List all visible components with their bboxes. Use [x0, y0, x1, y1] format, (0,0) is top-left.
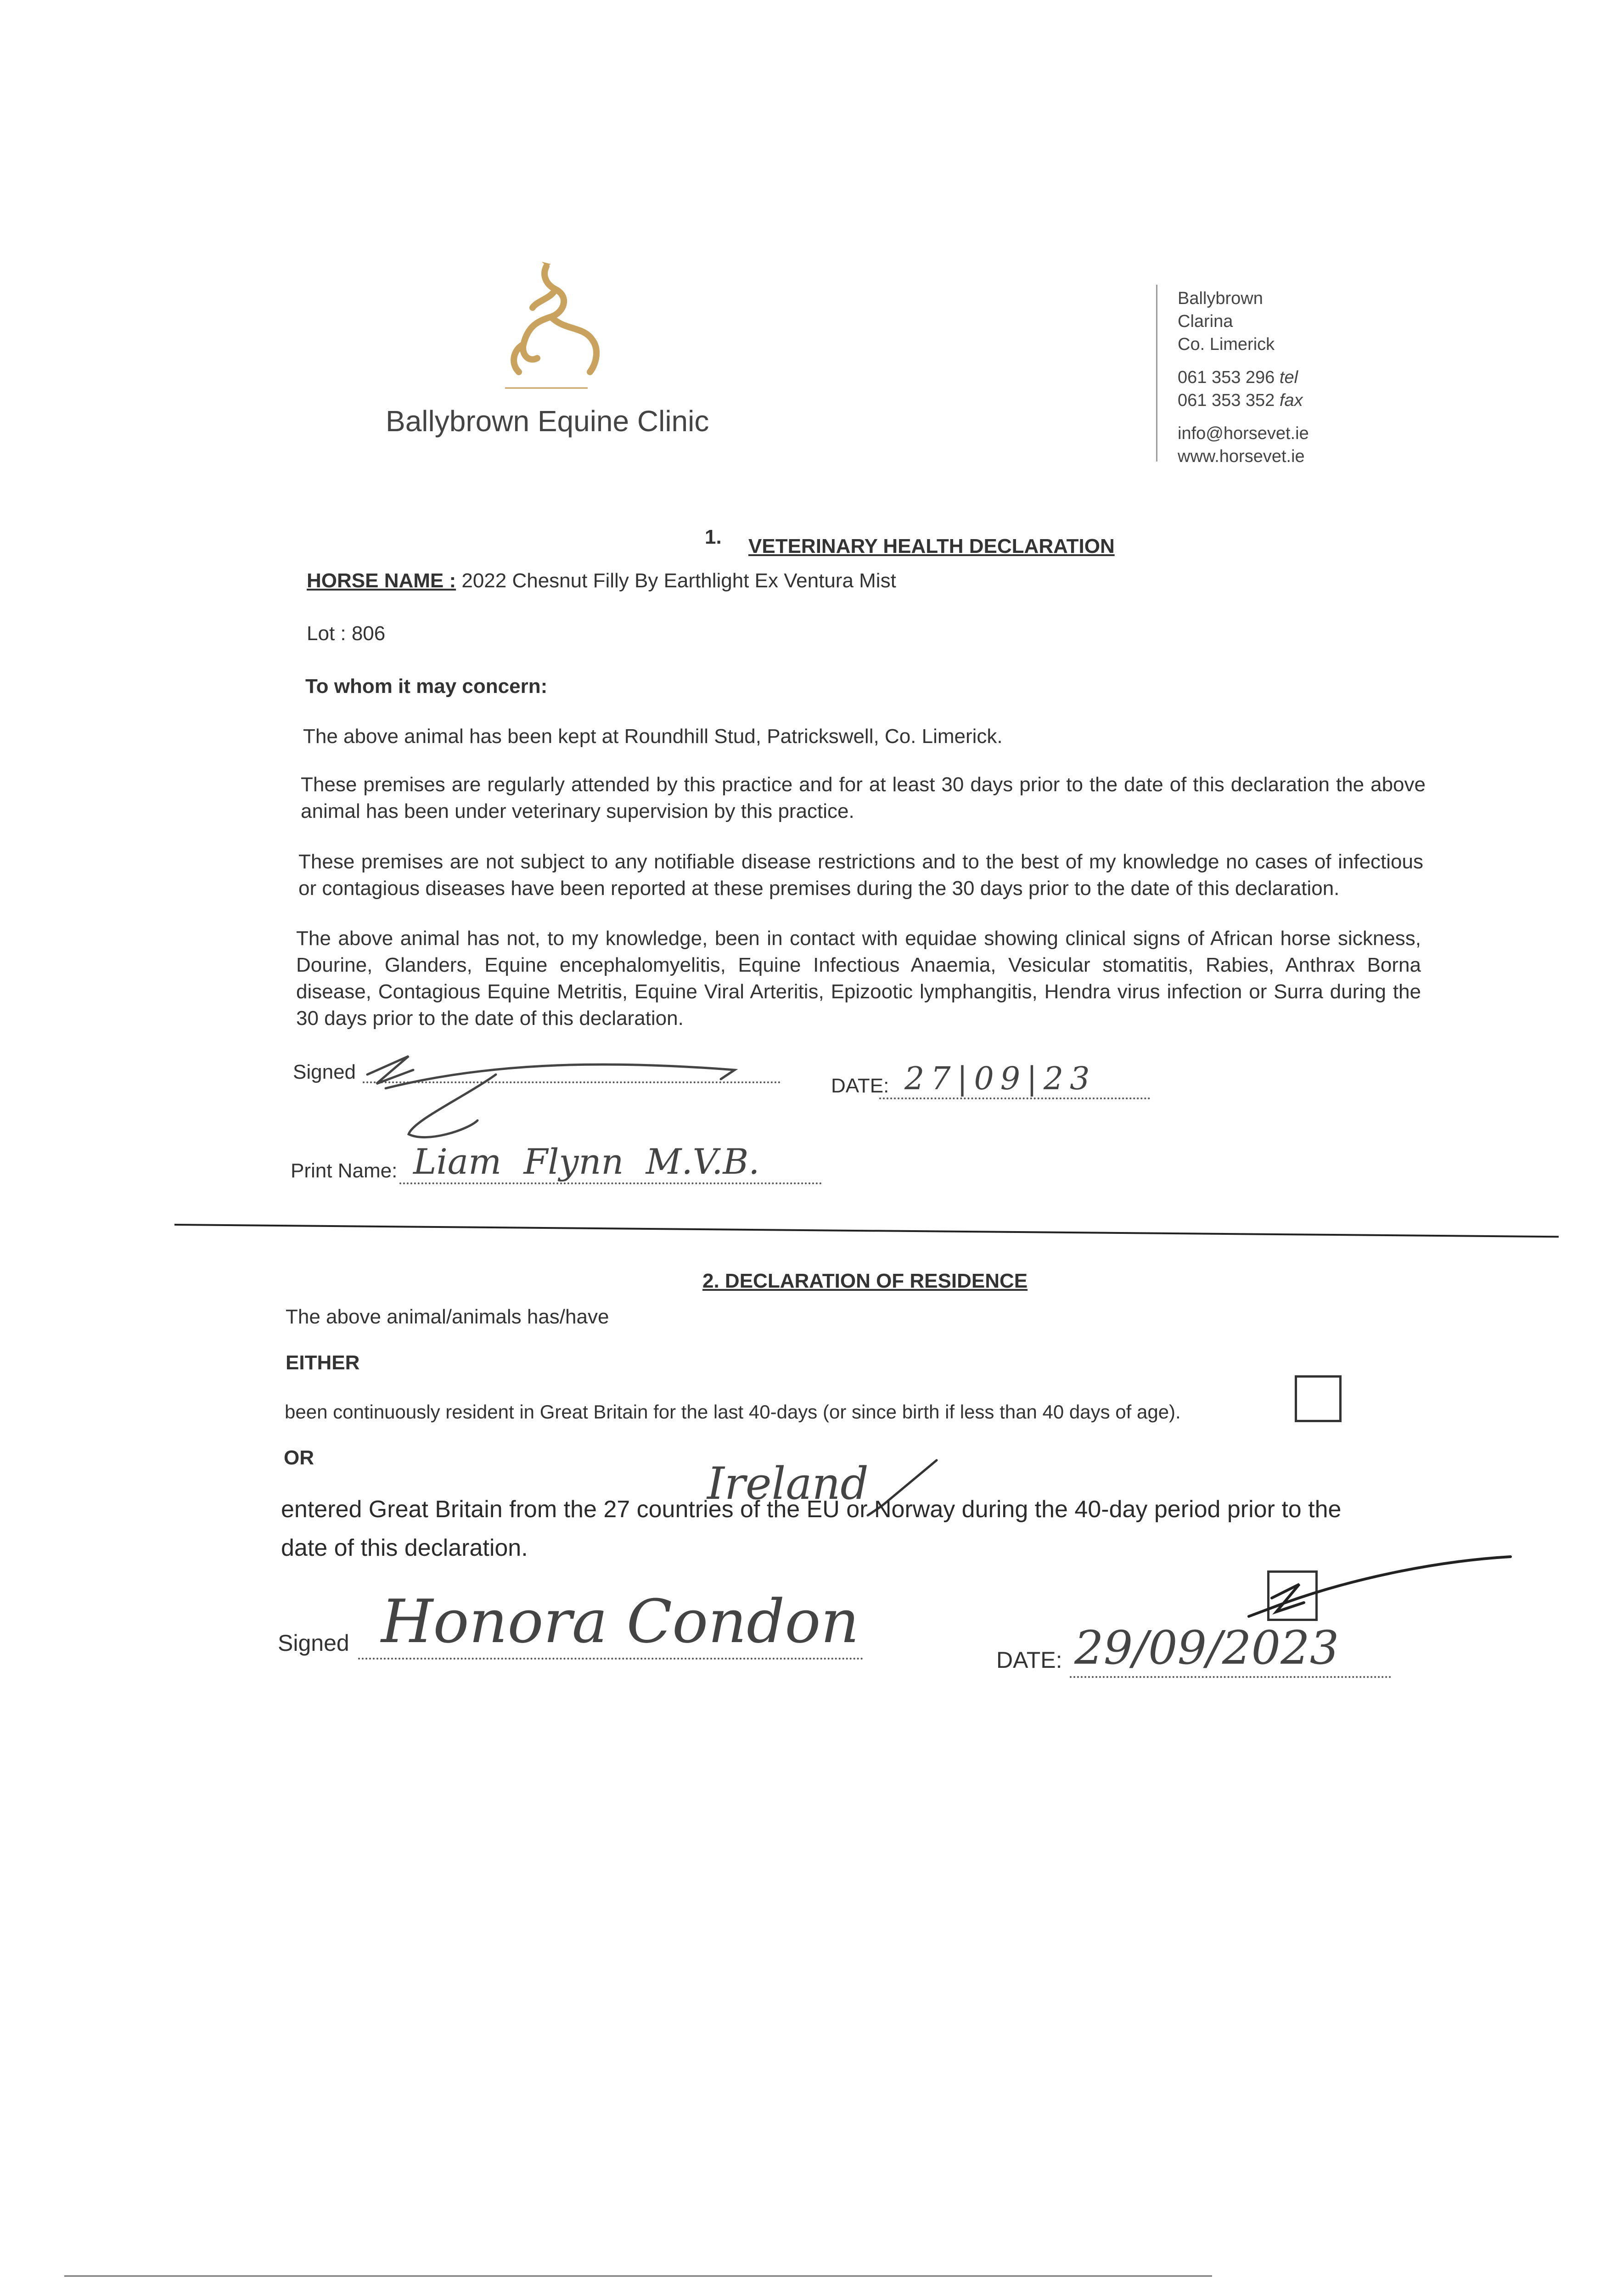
paragraph-no-contact: The above animal has not, to my knowledge, been in contact with equidae showing clinical signs of African horse sickness, Dourine, Glanders, Equine encephalomyelitis, Equine Infectious Anaemia, Vesicular stomatitis, Rabies, Anthrax Borna disease, Contagious Equine Metritis, Equine Viral Arteritis, Epizootic lymphangitis, Hendra virus infection or Surra during the 30 days prior to the date of this declaration. — [296, 927, 1421, 1030]
owner-signed-label: Signed — [278, 1630, 349, 1656]
date-line — [879, 1097, 1150, 1099]
horse-logo-icon — [477, 257, 615, 395]
owner-date-line — [1070, 1676, 1391, 1678]
paragraph-premises-attended: These premises are regularly attended by this practice and for at least 30 days prior to the date of this declaration the above animal has been under veterinary supervision by this practice. — [301, 773, 1426, 822]
tel-line — [1178, 366, 1309, 389]
horse-name-value: 2022 Chesnut Filly By Earthlight Ex Ventura Mist — [461, 569, 896, 592]
section2-title: 2. DECLARATION OF RESIDENCE — [702, 1270, 1028, 1292]
signed-label: Signed — [293, 1061, 356, 1083]
print-name-label: Print Name: — [291, 1159, 398, 1182]
section-divider — [174, 1224, 1559, 1238]
option2-text: entered Great Britain from the 27 countries of the EU or Norway during the 40-day period prior to the date of this declaration. — [281, 1496, 1342, 1561]
tel-number: 061 353 296 — [1178, 368, 1275, 387]
horse-name-label: HORSE NAME : — [307, 569, 456, 592]
clinic-logo — [477, 257, 615, 395]
contact-block — [1178, 287, 1309, 468]
address-line: Clarina — [1178, 312, 1233, 331]
paragraph-no-disease: These premises are not subject to any notifiable disease restrictions and to the best of my knowledge no cases of infectious or contagious diseases have been reported at these premises during the 30 days prior to the date of this declaration. — [298, 850, 1423, 900]
either-label: EITHER — [286, 1351, 360, 1374]
fax-number: 061 353 352 — [1178, 391, 1275, 410]
paragraph-kept-at: The above animal has been kept at Roundhill Stud, Patrickswell, Co. Limerick. — [303, 725, 1003, 748]
header-divider — [1156, 285, 1157, 461]
tel-label: tel — [1279, 368, 1298, 387]
clinic-name: Ballybrown Equine Clinic — [386, 405, 709, 438]
or-label: OR — [284, 1446, 314, 1469]
print-name-handwritten: Liam Flynn M.V.B. — [413, 1141, 760, 1182]
owner-date-label: DATE: — [996, 1647, 1062, 1673]
section1-number: 1. — [705, 526, 722, 548]
address-line: Co. Limerick — [1178, 335, 1275, 354]
bottom-edge-line — [64, 2275, 1212, 2277]
owner-signature-line — [358, 1658, 863, 1660]
option2-check-mark — [1240, 1548, 1515, 1630]
owner-date-handwritten: 29/09/2023 — [1074, 1621, 1339, 1675]
salutation: To whom it may concern: — [305, 675, 548, 698]
owner-signature-handwritten: Honora Condon — [381, 1587, 859, 1656]
option1-text: been continuously resident in Great Britain for the last 40-days (or since birth if less than 40 days of age). — [285, 1401, 1181, 1423]
website-link[interactable]: www.horsevet.ie — [1178, 447, 1305, 466]
email-link[interactable]: info@horsevet.ie — [1178, 424, 1309, 443]
vet-date-handwritten: 27|09|23 — [904, 1061, 1096, 1097]
section1-title: VETERINARY HEALTH DECLARATION — [748, 535, 1115, 557]
fax-line — [1178, 389, 1309, 412]
address-line: Ballybrown — [1178, 289, 1263, 308]
lot-number: Lot : 806 — [307, 622, 386, 645]
option1-checkbox[interactable] — [1295, 1375, 1342, 1422]
residence-intro: The above animal/animals has/have — [286, 1306, 609, 1328]
print-name-line — [399, 1182, 822, 1184]
fax-label: fax — [1279, 391, 1303, 410]
horse-name-row — [307, 567, 896, 595]
vet-signature-scribble — [358, 1047, 753, 1148]
date-label: DATE: — [831, 1075, 889, 1097]
country-handwritten: Ireland — [707, 1458, 869, 1509]
